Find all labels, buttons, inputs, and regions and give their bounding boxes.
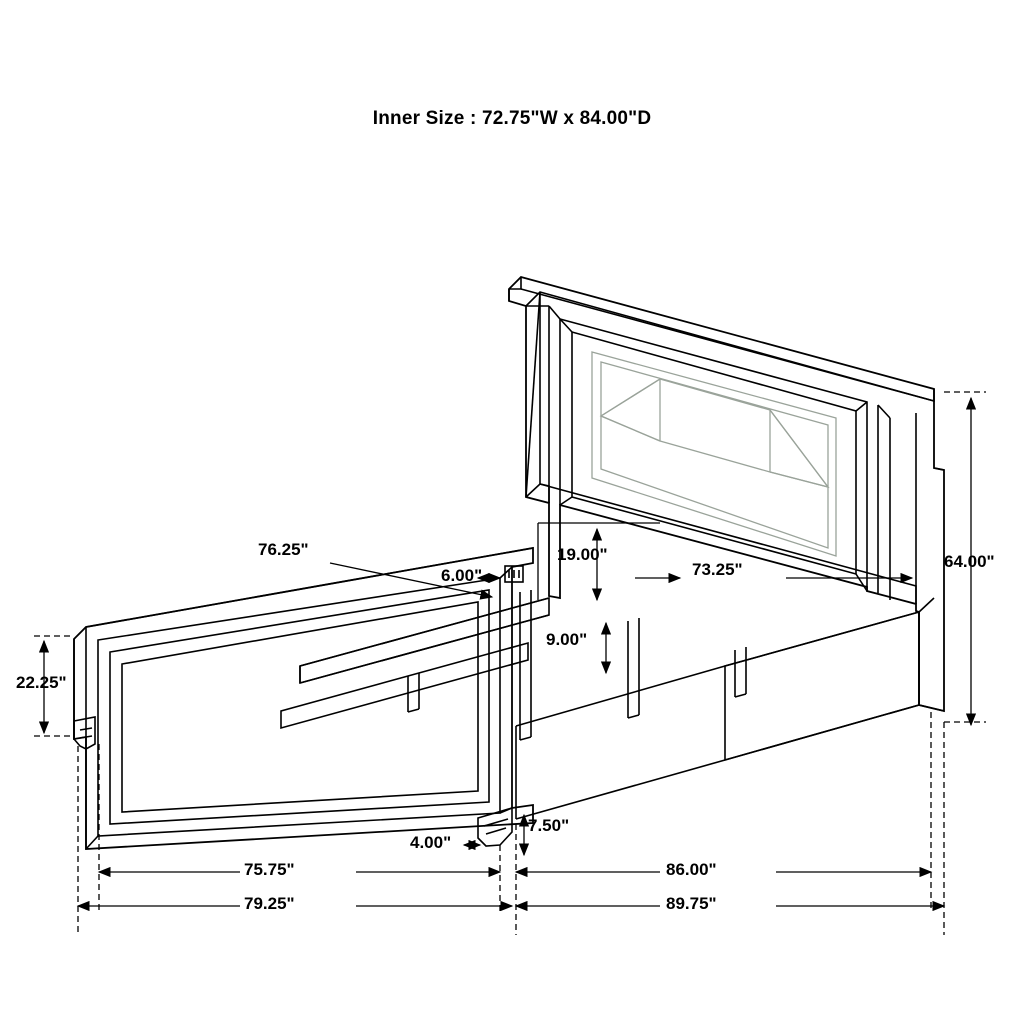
dimension-footboard-inner-width: 75.75" [244,860,295,879]
dimension-headboard-panel-height: 19.00" [557,545,608,564]
bed-rails-and-slats-group [281,566,919,819]
dimension-side-rail-length: 76.25" [258,540,309,559]
dimension-footboard-outer-width: 79.25" [244,894,295,913]
dimension-footboard-height: 22.25" [16,673,67,692]
dimension-bed-inner-length: 86.00" [666,860,717,879]
dimension-footboard-leg-height: 7.50" [528,816,570,835]
dimension-headboard-height: 64.00" [944,552,995,571]
dimension-foot-leg-width: 4.00" [410,833,452,852]
footboard-group [74,548,533,849]
dimension-side-rail-width: 6.00" [441,566,483,585]
dimension-lines-group [34,392,986,935]
dimension-headboard-width: 73.25" [692,560,743,579]
page-title: Inner Size : 72.75"W x 84.00"D [372,108,652,129]
dimension-rail-to-slat-height: 9.00" [546,630,588,649]
dimension-bed-outer-length: 89.75" [666,894,717,913]
